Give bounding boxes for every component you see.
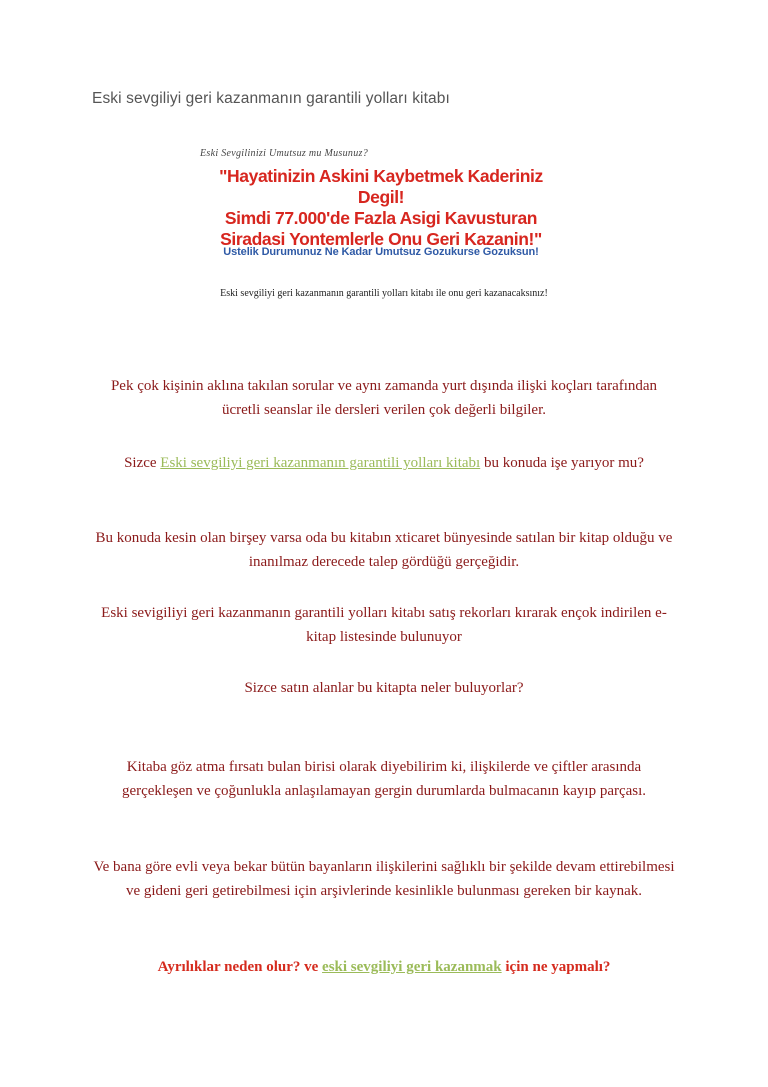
paragraph-2-lead: Sizce — [124, 455, 161, 471]
banner-kicker: Eski Sevgilinizi Umutsuz mu Musunuz? — [200, 148, 369, 159]
paragraph-3: Bu konuda kesin olan birşey varsa oda bu kitabın xticaret bünyesinde satılan bir kitap olduğu ve inanılmaz derecede talep gördüğü gerçeğidir. — [95, 530, 673, 570]
paragraph-8-tail: için ne yapmalı? — [501, 959, 611, 975]
promo-banner-image — [196, 148, 566, 266]
paragraph-2-tail: bu konuda işe yarıyor mu? — [480, 455, 644, 471]
paragraph-5: Sizce satın alanlar bu kitapta neler buluyorlar? — [244, 680, 524, 696]
paragraph-8-lead: Ayrılıklar neden olur? ve — [157, 959, 323, 975]
paragraph-8-question — [92, 955, 676, 979]
paragraph-4: Eski sevigiliyi geri kazanmanın garantili yolları kitabı satış rekorları kırarak ençok indirilen e-kitap listesinde bulunuyor — [101, 605, 667, 645]
banner-headline-line-1: "Hayatinizin Askini Kaybetmek Kaderiniz Degil! — [219, 166, 543, 207]
banner-headline — [196, 166, 566, 250]
paragraph-7: Ve bana göre evli veya bekar bütün bayanların ilişkilerini sağlıklı bir şekilde devam ettirebilmesi ve gideni geri getirebilmesi için arşivlerinde kesinlikle bulunması gereken bir kaynak. — [93, 859, 675, 899]
banner-headline-line-3: Siradasi Yontemlerle Onu Geri Kazanin!" — [220, 229, 542, 249]
paragraph-1: Pek çok kişinin aklına takılan sorular ve aynı zamanda yurt dışında ilişki koçları tarafından ücretli seanslar ile dersleri verilen çok değerli bilgiler. — [110, 378, 658, 418]
paragraph-2 — [92, 451, 676, 475]
win-back-link[interactable]: eski sevgiliyi geri kazanmak — [322, 959, 502, 975]
paragraph-6: Kitaba göz atma fırsatı bulan birisi olarak diyebilirim ki, ilişkilerde ve çiftler arasında gerçekleşen ve çoğunlukla anlaşılamayan gergin durumlarda bulmacanın kayıp parçası. — [121, 759, 647, 799]
document-title: Eski sevgiliyi geri kazanmanın garantili yolları kitabı — [92, 90, 450, 107]
book-link[interactable]: Eski sevgiliyi geri kazanmanın garantili yolları kitabı — [160, 455, 481, 471]
image-caption: Eski sevgiliyi geri kazanmanın garantili yolları kitabı ile onu geri kazanacaksınız! — [220, 288, 548, 299]
banner-subline: Ustelik Durumunuz Ne Kadar Umutsuz Gozukurse Gozuksun! — [223, 246, 539, 258]
banner-headline-line-2: Simdi 77.000'de Fazla Asigi Kavusturan — [224, 208, 538, 228]
